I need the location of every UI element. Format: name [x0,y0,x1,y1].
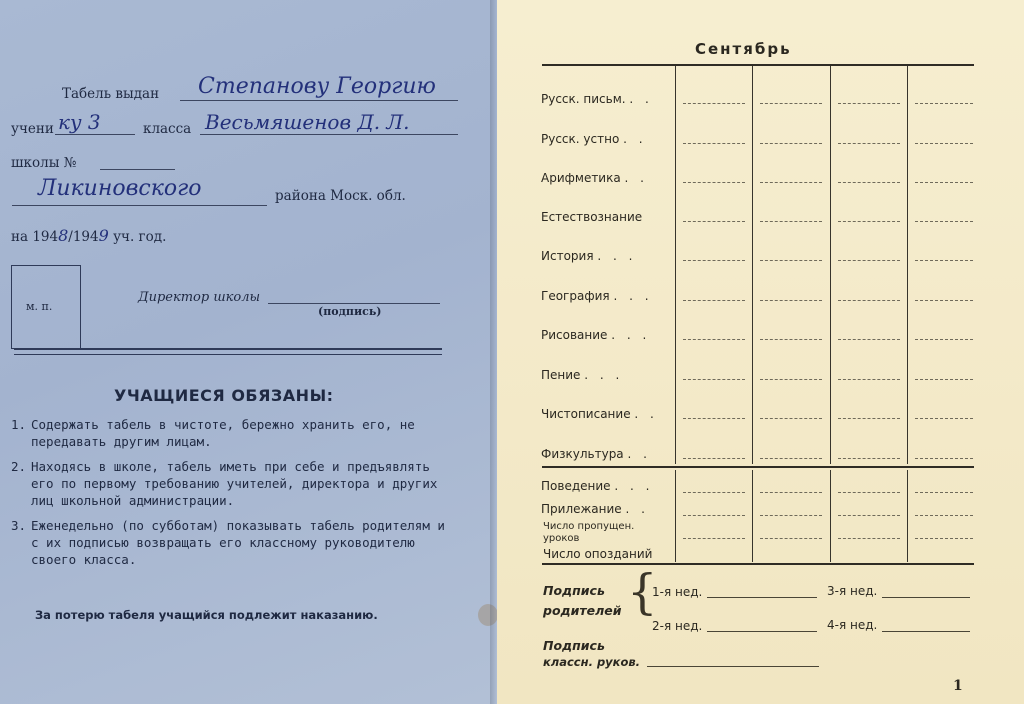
rule-item [11,517,451,568]
year-digit-1: 8 [58,226,69,245]
week3-label: 3-я нед. [827,584,878,598]
school-label: школы № [11,155,77,171]
week1-line [707,597,817,598]
left-cover-page [0,0,497,704]
teacher-handwritten: Весьмяшенов Д. Л. [205,110,410,134]
rule-text: Содержать табель в чистоте, бережно хранить его, не передавать другим лицам. [31,417,415,449]
subject-label: Русск. письм. . . [541,92,653,106]
rules-list [11,416,451,576]
divider-rule-2 [14,354,442,355]
year-suffix: уч. год. [113,229,167,245]
year-mid: /194 [68,229,99,245]
duties-title: УЧАЩИЕСЯ ОБЯЗАНЫ: [114,386,334,405]
subject-label: Физкультура . . [541,447,651,461]
teacher-signature-label-2: классн. руков. [543,655,641,669]
subject-label: Пение . . . [541,368,624,382]
missed-lessons-label-2: уроков [543,533,580,544]
teacher-underline [200,134,458,135]
column-line [830,470,831,562]
teacher-signature-label: Подпись [543,638,605,653]
week4-label: 4-я нед. [827,618,878,632]
issued-underline [180,100,458,101]
rule-number: 1. [11,417,27,432]
subject-label: География . . . [541,289,653,303]
rule-item [11,416,451,450]
subject-label: Рисование . . . [541,328,651,342]
late-count-label: Число опозданий [543,547,653,561]
lower-rule [542,563,974,565]
rule-item [11,458,451,509]
column-line [907,470,908,562]
column-line [752,66,753,464]
missed-lessons-label: Число пропущен. [543,521,635,532]
week2-line [707,631,817,632]
middle-rule [542,466,974,468]
column-line [907,66,908,464]
subject-label: Русск. устно . . [541,132,647,146]
penalty-note: За потерю табеля учащийся подлежит наказанию. [35,608,378,622]
subject-label: Чистописание . . [541,407,658,421]
student-class-handwritten: ку 3 [58,110,101,134]
subject-label: История . . . [541,249,637,263]
issued-to-handwritten: Степанову Георгию [198,74,436,99]
director-label: Директор школы [138,290,261,305]
week4-line [882,631,970,632]
rule-text: Находясь в школе, табель иметь при себе и предъявлять его по первому требованию учителей, директора и других лиц школьной администрации. [31,459,438,508]
stamp-label: м. п. [26,300,53,313]
week2-label: 2-я нед. [652,619,703,633]
right-grade-page [497,0,1024,704]
column-line [752,470,753,562]
student-label: учени [11,121,54,137]
director-signature-line [268,303,440,304]
issued-label: Табель выдан [62,86,160,102]
subject-label: Естествознание [541,210,643,224]
year-label [11,226,166,245]
year-digit-2: 9 [98,226,109,245]
district-label: района Моск. обл. [275,188,406,204]
week3-line [882,597,970,598]
divider-rule-1 [14,348,442,350]
teacher-signature-line [647,666,819,667]
rule-number: 3. [11,518,27,533]
page-number: 1 [953,678,963,694]
column-line [675,66,676,464]
top-rule [542,64,974,66]
rule-number: 2. [11,459,27,474]
diligence-label: Прилежание . . [541,502,649,516]
school-underline [100,169,175,170]
year-prefix: на 194 [11,229,59,245]
behavior-label: Поведение . . . [541,479,654,493]
week1-label: 1-я нед. [652,585,703,599]
parents-signature-label: Подпись [543,583,605,598]
signature-caption: (подпись) [318,305,382,318]
column-line [830,66,831,464]
month-title: Сентябрь [695,40,792,58]
parents-signature-label-2: родителей [543,603,622,618]
stamp-box [11,265,81,349]
class-label: класса [143,121,192,137]
rule-text: Еженедельно (по субботам) показывать табель родителям и с их подписью возвращать его классному руководителю своего класса. [31,518,445,567]
class-underline [55,134,135,135]
brace: { [627,564,658,620]
subject-label: Арифметика . . [541,171,648,185]
district-underline [12,205,267,206]
column-line [675,470,676,562]
district-handwritten: Ликиновского [38,176,202,201]
